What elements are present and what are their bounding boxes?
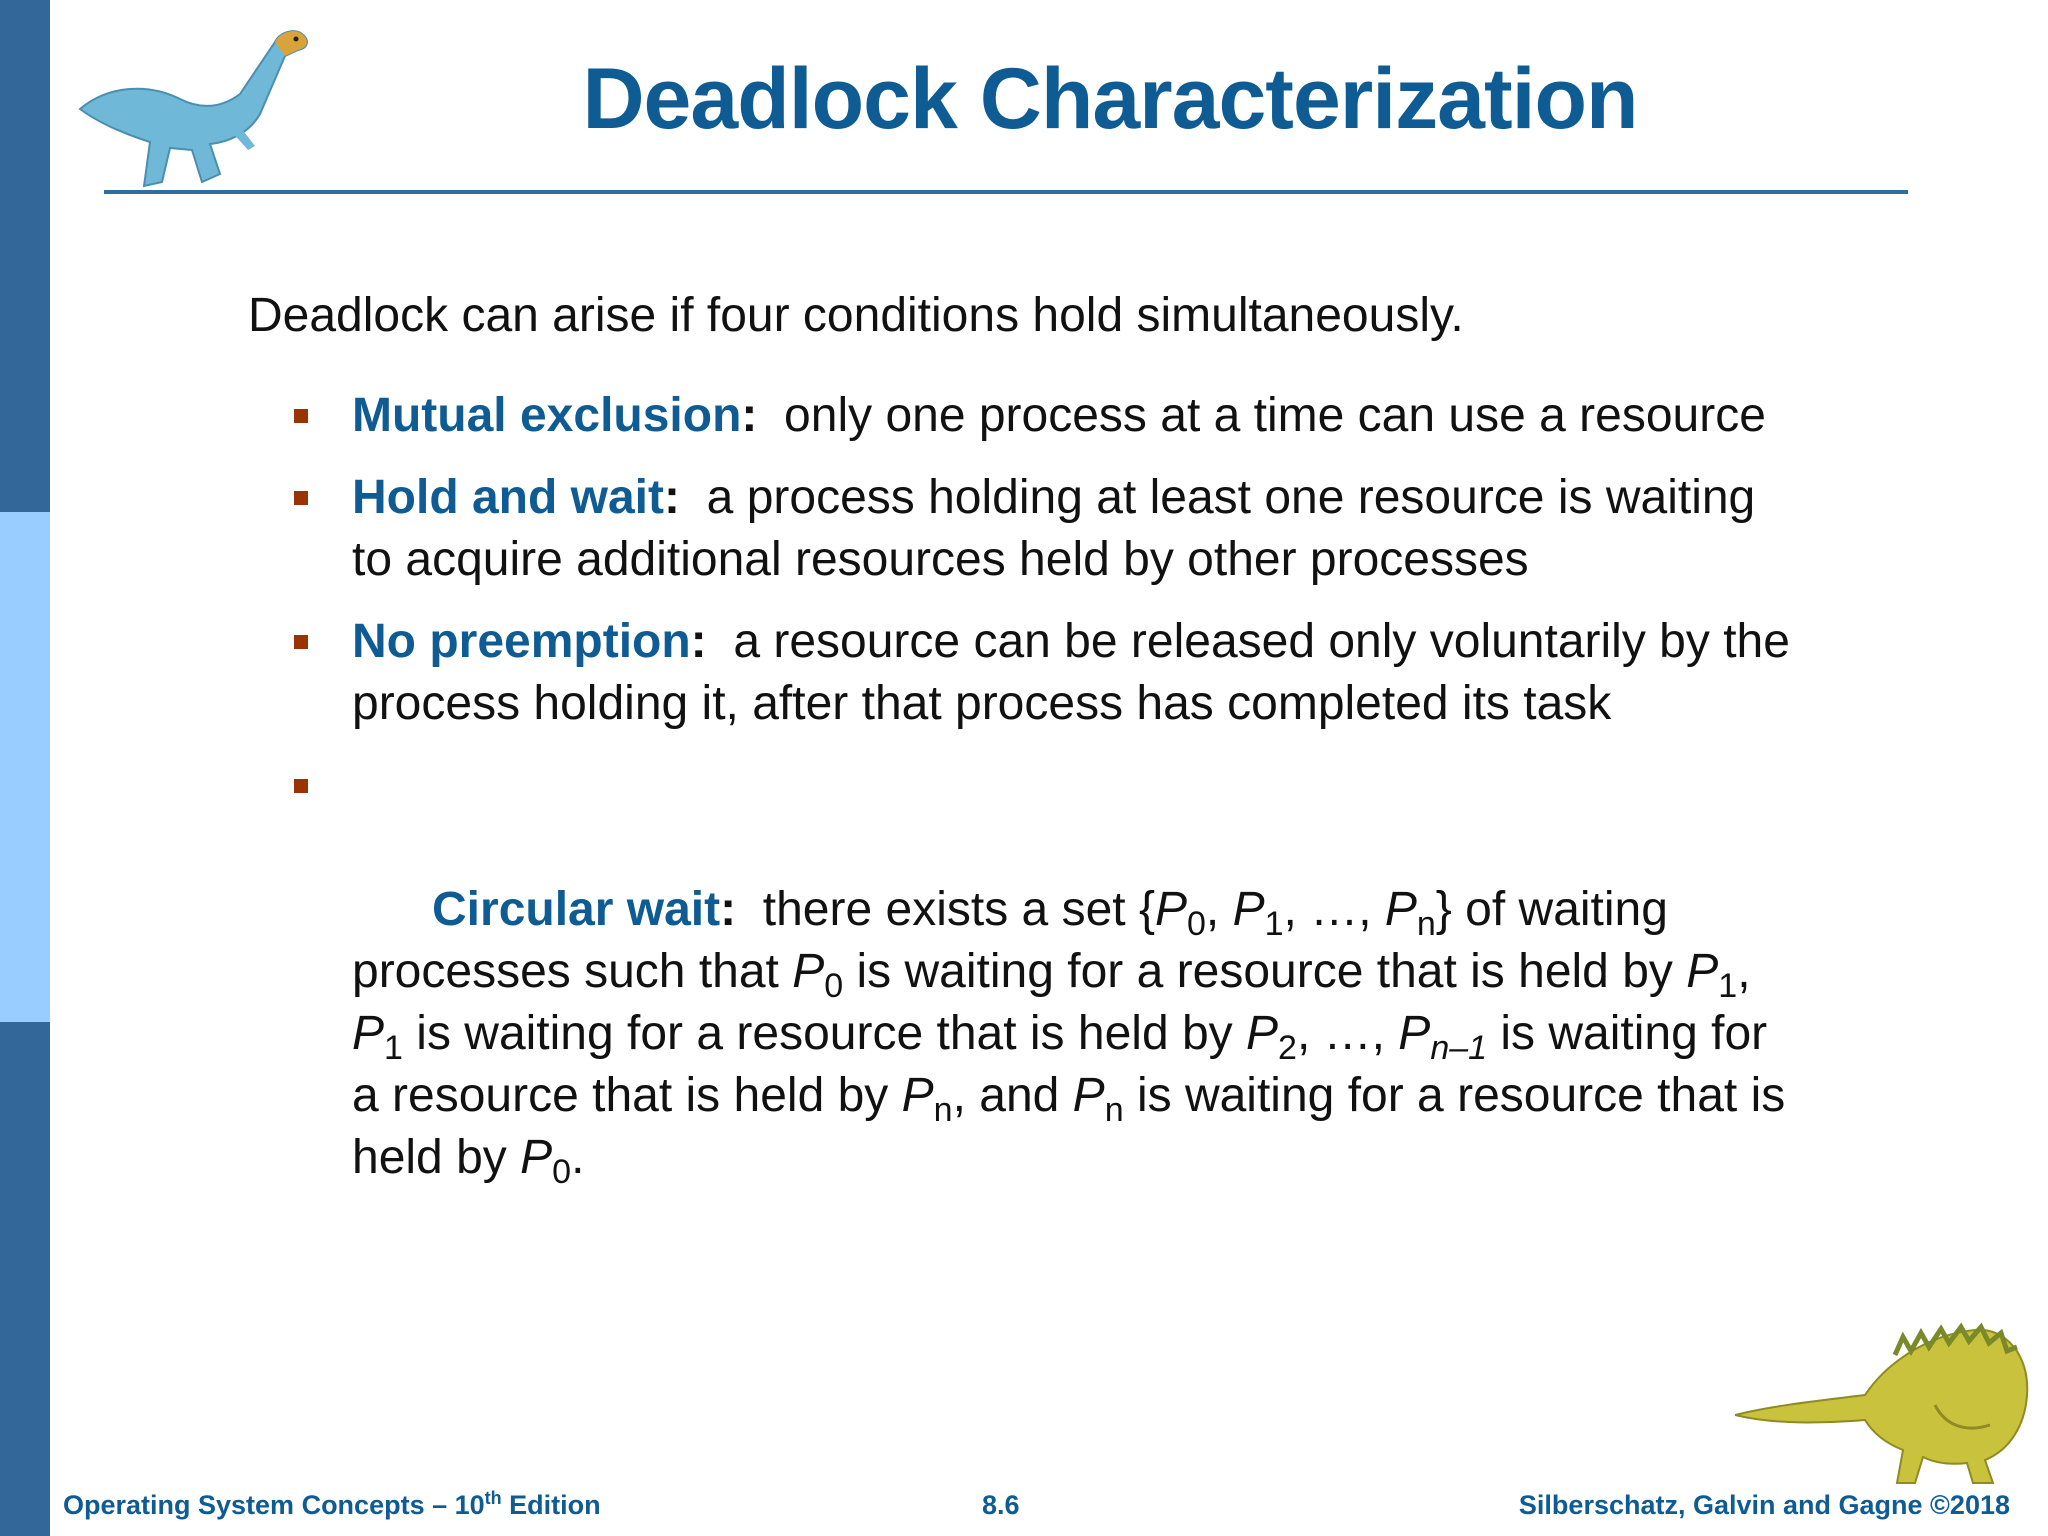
subscript: n xyxy=(1416,905,1436,943)
text-fragment: is waiting for a resource that is held by xyxy=(843,945,1687,998)
dinosaur-logo-icon xyxy=(70,14,320,194)
text-fragment: , …, xyxy=(1283,883,1385,936)
bullet-square-icon xyxy=(294,635,308,649)
bullet-colon: : xyxy=(664,471,680,524)
bullet-square-icon xyxy=(294,779,308,793)
process-symbol: P xyxy=(901,1069,934,1122)
process-symbol: P xyxy=(1384,883,1417,936)
slide-title: Deadlock Characterization xyxy=(582,51,1638,147)
subscript: 1 xyxy=(1718,967,1738,1005)
bullet-text: only one process at a time can use a resource xyxy=(757,389,1766,442)
process-symbol: P xyxy=(352,1007,385,1060)
conditions-list xyxy=(290,385,1804,1271)
text-fragment: there exists a set { xyxy=(736,883,1155,936)
text-fragment: is waiting for a resource that is held by xyxy=(402,1007,1247,1060)
subscript: 2 xyxy=(1278,1029,1297,1067)
text-fragment: , xyxy=(1205,883,1233,936)
bullet-text: a process holding at least one resource is waiting to acquire additional resources held by other processes xyxy=(352,471,1769,586)
footer-book-title xyxy=(63,1490,601,1521)
footer-book-title-main: Operating System Concepts – 10 xyxy=(63,1490,485,1520)
bullet-term: Mutual exclusion xyxy=(352,389,742,442)
slide-number: 8.6 xyxy=(982,1490,1020,1520)
side-band-top xyxy=(0,0,50,512)
subscript: 1 xyxy=(384,1029,403,1067)
subscript: 0 xyxy=(552,1153,572,1191)
footer-superscript: th xyxy=(484,1488,502,1508)
subscript: 0 xyxy=(824,967,844,1005)
list-item-circular-wait xyxy=(290,755,1799,1251)
text-fragment: . xyxy=(571,1131,585,1184)
text-fragment: , …, xyxy=(1296,1007,1399,1060)
bullet-term: No preemption xyxy=(352,615,691,668)
subscript xyxy=(1430,1029,1487,1067)
process-symbol: P xyxy=(1398,1007,1431,1060)
bullet-term: Circular wait xyxy=(432,883,721,936)
list-item-hold-and-wait xyxy=(290,467,1790,591)
bullet-colon: : xyxy=(690,615,707,668)
text-fragment: , xyxy=(1737,945,1764,998)
text-fragment: is waiting for a resource that is held by xyxy=(352,1007,1781,1122)
bullet-text: a resource can be released only voluntarily by the process holding it, after that process has completed its task xyxy=(352,615,1804,730)
process-symbol: P xyxy=(1154,883,1187,936)
dinosaur-illustration-icon xyxy=(1735,1285,2035,1485)
bullet-square-icon xyxy=(294,409,308,423)
footer-authors: Silberschatz, Galvin and Gagne ©2018 xyxy=(1518,1490,2010,1520)
side-band-bottom xyxy=(0,1022,50,1536)
process-symbol: P xyxy=(1686,945,1719,998)
list-item-no-preemption xyxy=(290,611,1804,735)
subscript: 0 xyxy=(1186,905,1206,943)
subscript: n xyxy=(933,1091,953,1129)
footer-book-title-tail: Edition xyxy=(501,1490,601,1520)
text-fragment: } of waiting processes such that xyxy=(352,883,1682,998)
bullet-square-icon xyxy=(294,491,308,505)
bullet-term: Hold and wait xyxy=(352,471,664,524)
list-item-mutual-exclusion xyxy=(290,385,1790,447)
bullet-colon: : xyxy=(741,389,758,442)
bullet-colon: : xyxy=(720,883,737,936)
intro-text: Deadlock can arise if four conditions hold simultaneously. xyxy=(248,289,1464,342)
process-symbol: P xyxy=(1072,1069,1105,1122)
side-band-middle xyxy=(0,512,50,1022)
text-fragment: is waiting for a resource that is held by xyxy=(352,1069,1799,1184)
subscript: 1 xyxy=(1264,905,1284,943)
title-divider xyxy=(104,190,1908,194)
process-symbol: P xyxy=(1246,1007,1279,1060)
process-symbol: P xyxy=(520,1131,553,1184)
process-symbol: P xyxy=(792,945,825,998)
subscript: n xyxy=(1104,1091,1124,1129)
process-symbol: P xyxy=(1232,883,1265,936)
text-fragment: , and xyxy=(952,1069,1073,1122)
subscript-italic: n–1 xyxy=(1430,1029,1488,1067)
